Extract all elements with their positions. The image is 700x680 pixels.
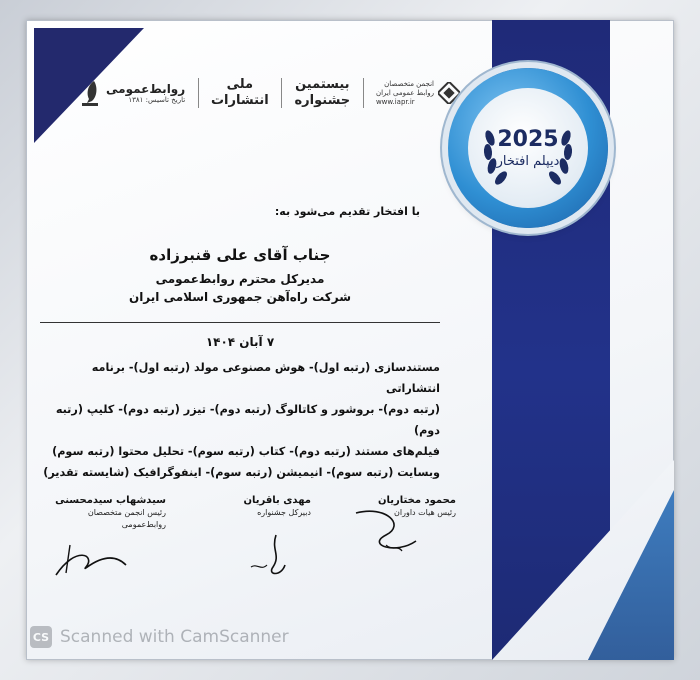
association-url: www.iapr.ir [375,97,415,106]
association-emblem-icon [438,82,460,104]
awards-line: فیلم‌های مستند (رتبه دوم)- کتاب (رتبه سوم)- تحلیل محتوا (رتبه سوم) [52,445,440,458]
awards-line: (رتبه دوم)- بروشور و کاتالوگ (رتبه دوم)- تیزر (رتبه دوم)- کلیپ (رتبه دوم) [55,403,440,437]
signer-name: محمود مختاریان [377,495,456,506]
association-line1: انجمن متخصصان [384,79,434,88]
festival-logo [295,77,351,109]
signature-icon [181,505,311,585]
awards-line: مستندسازی (رتبه اول)- هوش مصنوعی مولد (رتبه اول)- برنامه انتشاراتی [91,361,440,395]
laurel-icon [468,88,588,208]
awards-line: وبسایت (رتبه سوم)- انیمیشن (رتبه سوم)- اینفوگرافیک (شایسته تقدیر) [43,466,440,479]
signer-name: سیدشهاب سیدمحسنی [55,495,166,506]
logos-row [80,68,460,118]
festival-line1: بیستمین [295,77,350,92]
scanner-watermark [30,626,289,648]
prmag-subtitle: تاریخ تاسیس: ۱۳۸۱ [128,95,186,104]
signature-icon [326,505,456,585]
signer-title: دبیرکل جشنواره [257,508,311,517]
recipient-name: جناب آقای علی قنبرزاده [149,246,331,264]
logo-separator [198,78,199,108]
logo-separator [281,78,282,108]
quill-icon [80,79,102,107]
camscanner-icon: CS [30,626,52,648]
publications-line2: انتشارات [210,93,269,108]
divider [40,322,440,323]
awards-list [40,357,440,483]
association-logo [376,80,460,107]
festival-line2: جشنواره [294,93,351,108]
presented-to-label: با افتخار تقدیم می‌شود به: [274,205,420,218]
signature-icon [36,505,166,585]
signer-2 [181,495,311,585]
signer-name: مهدی باقریان [243,495,311,506]
signer-title: رئیس هیات داوران [394,508,456,517]
prmag-title: روابط‌عمومی [106,81,186,96]
watermark-text: Scanned with CamScanner [60,627,289,647]
badge-year: 2025 [497,127,559,152]
recipient-organization: شرکت راه‌آهن جمهوری اسلامی ایران [128,290,352,304]
logo-separator [363,78,364,108]
signer-title: رئیس انجمن متخصصان [87,508,166,517]
prmag-logo [80,79,185,107]
publications-logo [211,77,269,109]
signatures-row [36,495,456,585]
signer-3 [326,495,456,585]
award-badge [448,68,608,228]
signer-1 [36,495,166,585]
certificate-date: ۷ آبان ۱۴۰۴ [205,335,275,349]
recipient-role: مدیرکل محترم روابط‌عمومی [155,272,325,286]
publications-line1: ملی [226,77,254,92]
badge-inner [468,88,588,208]
badge-title: دیپلم افتخار [496,154,560,169]
signer-title: روابط‌عمومی [121,520,166,529]
certificate-body [40,205,440,483]
association-line2: روابط عمومی ایران [375,88,434,97]
